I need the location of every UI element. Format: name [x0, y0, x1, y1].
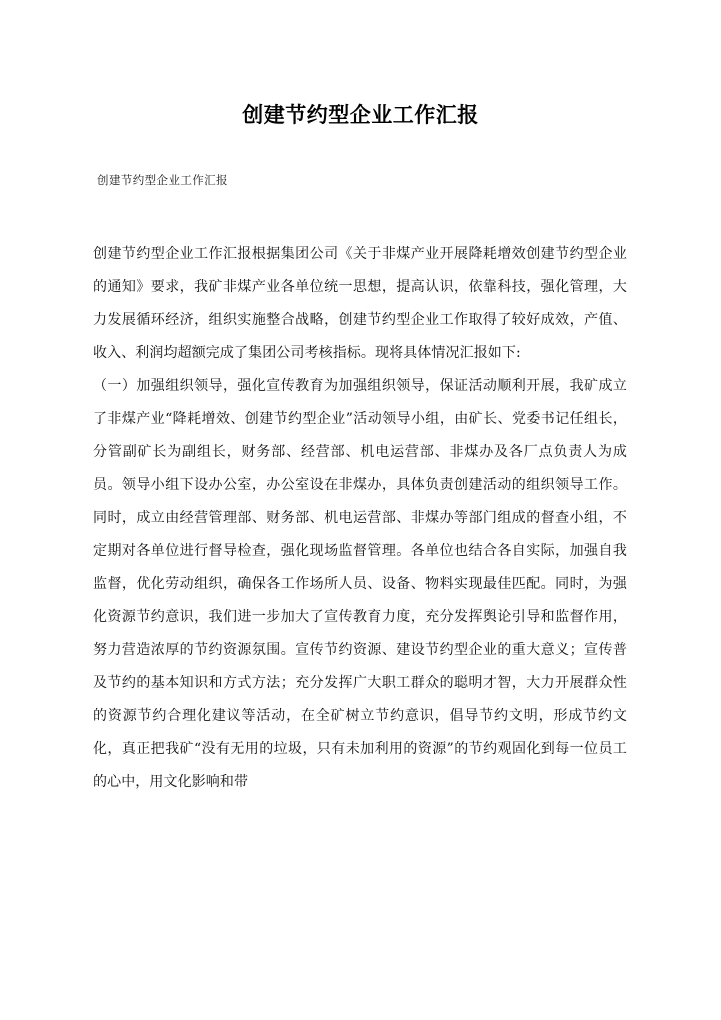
paragraph-intro: 创建节约型企业工作汇报根据集团公司《关于非煤产业开展降耗增效创建节约型企业的通知》要求，我矿非煤产业各单位统一思想，提高认识，依靠科技，强化管理，大力发展循环经济，组织实施整合战略，创建节约型企业工作取得了较好成效，产值、收入、利润均超额完成了集团公司考核指标。现将具体情况汇报如下: — [93, 246, 627, 361]
document-body — [93, 238, 627, 799]
paragraph-section-one: （一）加强组织领导，强化宣传教育为加强组织领导，保证活动顺利开展，我矿成立了非煤产业“降耗增效、创建节约型企业”活动领导小组，由矿长、党委书记任组长，分管副矿长为副组长，财务部、经营部、机电运营部、非煤办及各厂点负责人为成员。领导小组下设办公室，办公室设在非煤办，具体负责创建活动的组织领导工作。同时，成立由经营管理部、财务部、机电运营部、非煤办等部门组成的督查小组，不定期对各单位进行督导检查，强化现场监督管理。各单位也结合各自实际，加强自我监督，优化劳动组织，确保各工作场所人员、设备、物料实现最佳匹配。同时，为强化资源节约意识，我们进一步加大了宣传教育力度，充分发挥舆论引导和监督作用，努力营造浓厚的节约资源氛围。宣传节约资源、建设节约型企业的重大意义；宣传普及节约的基本知识和方式方法；充分发挥广大职工群众的聪明才智，大力开展群众性的资源节约合理化建议等活动，在全矿树立节约意识，倡导节约文明，形成节约文化，真正把我矿“没有无用的垃圾，只有未加利用的资源”的节约观固化到每一位员工的心中，用文化影响和带 — [93, 378, 627, 790]
page-title: 创建节约型企业工作汇报 — [242, 103, 479, 128]
document-subtitle: 创建节约型企业工作汇报 — [93, 173, 228, 187]
